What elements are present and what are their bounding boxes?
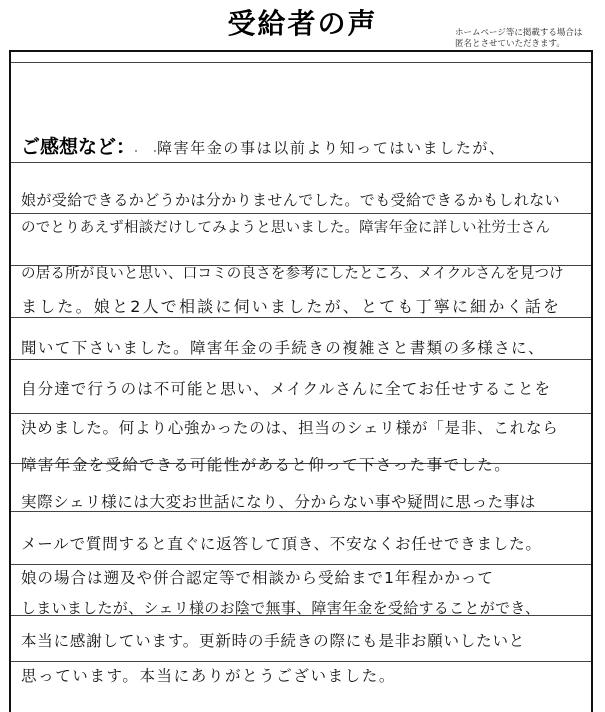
handwritten-text: 自分達で行うのは不可能と思い、メイクルさんに全てお任せすることを	[21, 380, 552, 398]
comment-line	[21, 332, 585, 358]
handwritten-text: 障害年金の事は以前より知ってはいましたが、	[157, 139, 506, 157]
handwritten-text: ました。娘と2人で相談に伺いましたが、とても丁寧に細かく話を	[21, 297, 562, 316]
comment-line	[21, 184, 585, 210]
comment-line	[21, 660, 585, 686]
comment-line	[21, 449, 585, 475]
comment-line	[21, 258, 585, 284]
comment-line	[21, 412, 585, 438]
ruled-line	[11, 317, 591, 318]
comment-line	[21, 291, 585, 317]
handwritten-text: 障害年金を受給できる可能性があると仰って下さった事でした。	[21, 456, 512, 474]
comment-line	[21, 562, 585, 588]
comment-line	[21, 373, 585, 399]
ruled-line	[11, 62, 591, 63]
comment-line	[21, 486, 585, 512]
handwritten-text: 娘の場合は遡及や併合認定等で相談から受給まで1年程かかって	[21, 569, 494, 587]
comment-label: ご感想など：	[21, 136, 136, 158]
handwritten-text: 実際シェリ様には大変お世話になり、分からない事や疑問に思った事は	[21, 493, 536, 511]
comment-line	[21, 528, 585, 554]
handwritten-text: のでとりあえず相談だけしてみようと思いました。障害年金に詳しい社労士さん	[21, 220, 551, 236]
anonymity-note-line-2: 匿名とさせていただきます。	[455, 39, 565, 49]
page-title: 受給者の声	[227, 7, 378, 40]
handwritten-text: 聞いて下さいました。障害年金の手続きの複雑さと書類の多様さに、	[21, 339, 545, 357]
handwritten-text: しまいましたが、シェリ様のお陰で無事、障害年金を受給することができ、	[21, 599, 541, 617]
comment-line	[21, 132, 585, 158]
comment-line	[21, 212, 585, 238]
handwritten-text: 思っています。本当にありがとうございました。	[21, 667, 396, 685]
handwritten-text: メールで質問すると直ぐに返答して頂き、不安なくお任せできました。	[21, 535, 542, 553]
handwritten-text: 娘が受給できるかどうかは分かりませんでした。でも受給できるかもしれない	[21, 191, 561, 209]
anonymity-note-line-1: ホームページ等に掲載する場合は	[455, 28, 583, 38]
comment-line	[21, 625, 585, 651]
handwritten-text: の居る所が良いと思い、口コミの良さを参考にしたところ、メイクルさんを見つけ	[21, 266, 564, 282]
anonymity-note	[455, 28, 605, 50]
handwritten-text: 本当に感謝しています。更新時の手続きの際にも是非お願いしたいと	[21, 632, 526, 650]
handwritten-text: 決めました。何より心強かったのは、担当のシェリ様が「是非、これなら	[21, 419, 559, 437]
comment-line	[21, 592, 585, 618]
ruled-line	[11, 162, 591, 163]
ruled-line	[11, 359, 591, 360]
comment-sheet	[9, 50, 593, 712]
